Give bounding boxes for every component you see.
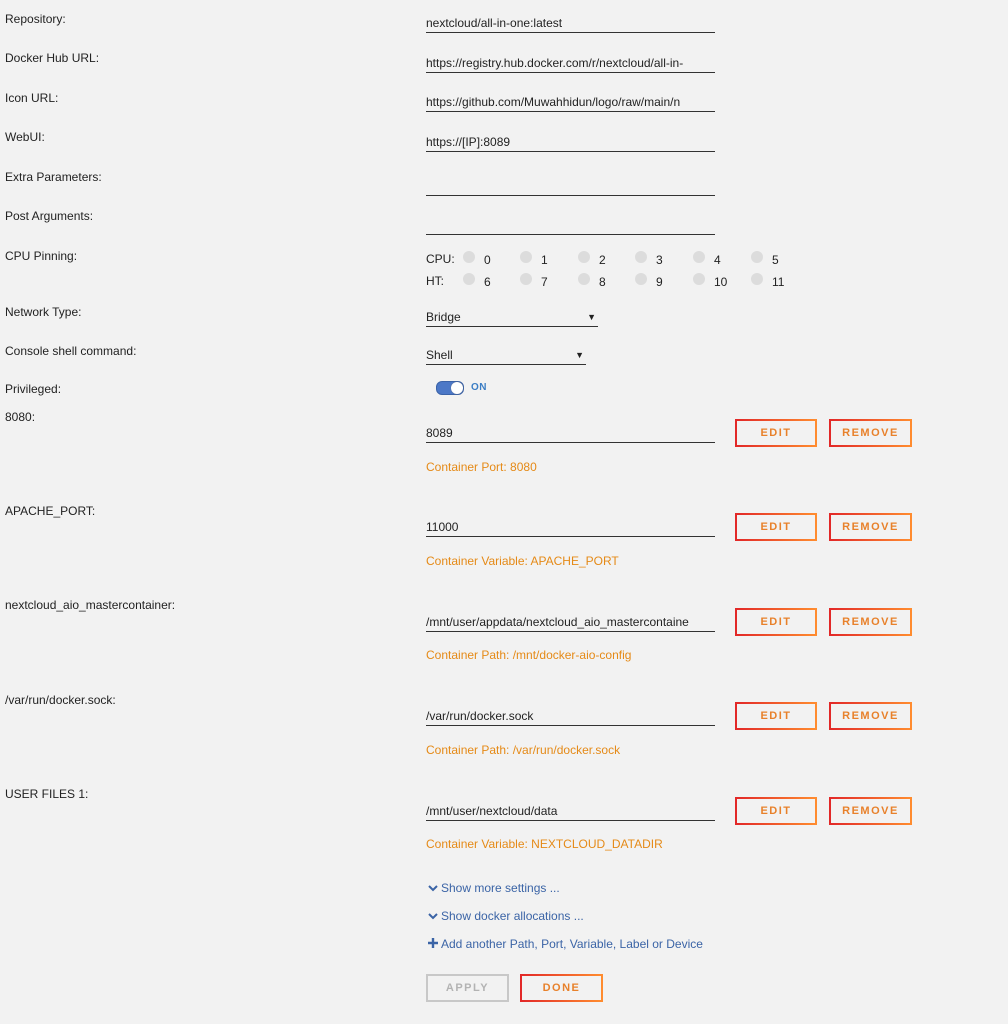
mapping-label: APACHE_PORT: <box>5 504 96 518</box>
repository-input[interactable]: nextcloud/all-in-one:latest <box>426 14 715 33</box>
cpu-pinning-label: CPU Pinning: <box>5 249 78 263</box>
console-shell-value: Shell <box>426 348 453 362</box>
show-more-settings-link[interactable]: Show more settings ... <box>428 881 560 895</box>
done-button[interactable]: DONE <box>520 974 603 1002</box>
webui-input[interactable]: https://[IP]:8089 <box>426 133 715 152</box>
edit-button[interactable]: EDIT <box>735 797 817 825</box>
mapping-hint: Container Path: /var/run/docker.sock <box>426 743 621 757</box>
post-arguments-input[interactable] <box>426 216 715 235</box>
network-type-select[interactable] <box>426 308 598 327</box>
mapping-hint: Container Path: /mnt/docker-aio-config <box>426 648 632 662</box>
chevron-down-icon <box>428 909 441 923</box>
toggle-knob <box>451 382 463 394</box>
mapping-value-input[interactable]: /mnt/user/appdata/nextcloud_aio_mastercontaine <box>426 613 715 632</box>
mapping-value-input[interactable]: /var/run/docker.sock <box>426 707 715 726</box>
docker-hub-url-label: Docker Hub URL: <box>5 51 100 65</box>
chevron-down-icon <box>428 881 441 895</box>
plus-icon <box>428 937 441 951</box>
ht-tag: HT: <box>426 274 444 288</box>
caret-down-icon: ▼ <box>575 350 584 360</box>
post-arguments-label: Post Arguments: <box>5 209 94 223</box>
mapping-label: /var/run/docker.sock: <box>5 693 116 707</box>
icon-url-label: Icon URL: <box>5 91 59 105</box>
mapping-hint: Container Port: 8080 <box>426 460 537 474</box>
add-another-link[interactable]: Add another Path, Port, Variable, Label or Device <box>428 937 703 951</box>
radio-dot-icon <box>635 273 647 285</box>
radio-dot-icon <box>520 251 532 263</box>
edit-button[interactable]: EDIT <box>735 419 817 447</box>
remove-button[interactable]: REMOVE <box>829 797 912 825</box>
privileged-label: Privileged: <box>5 382 62 396</box>
remove-button[interactable]: REMOVE <box>829 419 912 447</box>
mapping-label: 8080: <box>5 410 36 424</box>
cpu-row: CPU: 0 1 2 3 4 5 <box>426 252 779 267</box>
icon-url-input[interactable]: https://github.com/Muwahhidun/logo/raw/main/n <box>426 93 715 112</box>
mapping-value-input[interactable]: /mnt/user/nextcloud/data <box>426 802 715 821</box>
radio-dot-icon <box>520 273 532 285</box>
radio-dot-icon <box>463 273 475 285</box>
network-type-label: Network Type: <box>5 305 82 319</box>
console-shell-label: Console shell command: <box>5 344 137 358</box>
radio-dot-icon <box>693 273 705 285</box>
radio-dot-icon <box>693 251 705 263</box>
edit-button[interactable]: EDIT <box>735 608 817 636</box>
repository-label: Repository: <box>5 12 66 26</box>
docker-hub-url-input[interactable]: https://registry.hub.docker.com/r/nextcloud/all-in- <box>426 54 715 73</box>
remove-button[interactable]: REMOVE <box>829 608 912 636</box>
mapping-hint: Container Variable: NEXTCLOUD_DATADIR <box>426 837 663 851</box>
mapping-hint: Container Variable: APACHE_PORT <box>426 554 619 568</box>
caret-down-icon: ▼ <box>587 312 596 322</box>
extra-parameters-label: Extra Parameters: <box>5 170 102 184</box>
network-type-value: Bridge <box>426 310 461 324</box>
radio-dot-icon <box>463 251 475 263</box>
mapping-label: USER FILES 1: <box>5 787 89 801</box>
mapping-value-input[interactable]: 8089 <box>426 424 715 443</box>
webui-label: WebUI: <box>5 130 45 144</box>
remove-button[interactable]: REMOVE <box>829 513 912 541</box>
privileged-state: ON <box>471 382 487 393</box>
extra-parameters-input[interactable] <box>426 177 715 196</box>
console-shell-select[interactable] <box>426 346 586 365</box>
privileged-toggle[interactable] <box>436 381 464 395</box>
mapping-label: nextcloud_aio_mastercontainer: <box>5 598 176 612</box>
radio-dot-icon <box>635 251 647 263</box>
radio-dot-icon <box>751 273 763 285</box>
radio-dot-icon <box>578 251 590 263</box>
remove-button[interactable]: REMOVE <box>829 702 912 730</box>
mapping-value-input[interactable]: 11000 <box>426 518 715 537</box>
radio-dot-icon <box>578 273 590 285</box>
cpu-tag: CPU: <box>426 252 455 266</box>
ht-row: HT: 6 7 8 9 10 11 <box>426 274 785 289</box>
show-docker-allocations-link[interactable]: Show docker allocations ... <box>428 909 584 923</box>
edit-button[interactable]: EDIT <box>735 702 817 730</box>
edit-button[interactable]: EDIT <box>735 513 817 541</box>
apply-button[interactable]: APPLY <box>426 974 509 1002</box>
radio-dot-icon <box>751 251 763 263</box>
